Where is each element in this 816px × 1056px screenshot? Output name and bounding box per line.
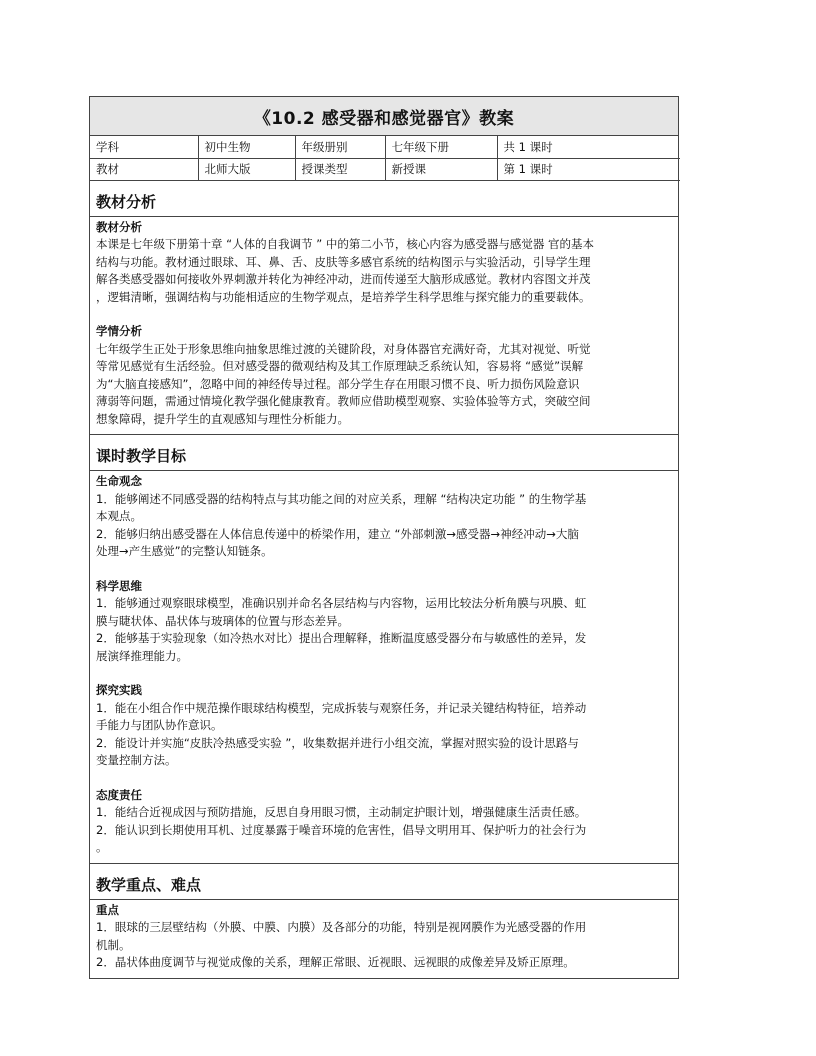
text-line: 想象障碍，提升学生的直观感知与理性分析能力。 (96, 411, 349, 426)
sections-container (90, 186, 678, 978)
block-subheading: 重点 (96, 902, 119, 917)
meta-label-lesson-type: 授课类型 (295, 158, 385, 180)
lesson-plan-document (89, 96, 679, 979)
block-subheading: 探究实践 (96, 683, 142, 697)
block-subheading: 教材分析 (96, 219, 142, 234)
text-line: 薄弱等问题，需通过情境化教学强化健康教育。教师应借助模型观察、实验体验等方式，突破空间 (96, 394, 591, 408)
text-line: 2．能够基于实验现象（如冷热水对比）提出合理解释，推断温度感受器分布与敏感性的差异，发 (96, 631, 587, 645)
section (90, 869, 678, 978)
section (90, 440, 678, 864)
section-heading: 课时教学目标 (90, 440, 678, 471)
text-line: 1．能够阐述不同感受器的结构特点与其功能之间的对应关系，理解 “结构决定功能 ” 的生物学基 (96, 491, 587, 506)
meta-label-subject: 学科 (90, 136, 198, 158)
text-line: 2．能认识到长期使用耳机、过度暴露于噪音环境的危害性，倡导文明用耳、保护听力的社会行为 (96, 822, 587, 837)
block-subheading: 态度责任 (96, 787, 142, 802)
block-subheading: 生命观念 (96, 474, 142, 488)
text-line: 本观点。 (96, 509, 142, 523)
meta-current-period: 第 1 课时 (497, 158, 680, 180)
block-spacer (96, 665, 672, 682)
section-body (90, 900, 678, 978)
text-line: ，逻辑清晰，强调结构与功能相适应的生物学观点，是培养学生科学思维与探究能力的重要载体。 (96, 289, 591, 304)
text-line: 为“大脑直接感知”，忽略中间的神经传导过程。部分学生存在用眼习惯不良、听力损伤风险意识 (96, 376, 580, 391)
text-line: 展演绎推理能力。 (96, 648, 188, 663)
section-heading: 教材分析 (90, 186, 678, 217)
text-line: 2．晶状体曲度调节与视觉成像的关系，理解正常眼、近视眼、远视眼的成像差异及矫正原理。 (96, 955, 575, 969)
document-title: 《10.2 感受器和感觉器官》教案 (90, 97, 678, 136)
text-line: 1．眼球的三层壁结构（外膜、中膜、内膜）及各部分的功能，特别是视网膜作为光感受器的作用 (96, 920, 587, 934)
block-spacer (96, 306, 672, 323)
text-line: 1．能结合近视成因与预防措施，反思自身用眼习惯，主动制定护眼计划，增强健康生活责任感。 (96, 805, 587, 819)
section-body (90, 217, 678, 435)
text-line: 处理→产生感觉”的完整认知链条。 (96, 544, 273, 558)
meta-value-textbook: 北师大版 (198, 158, 295, 180)
section-heading: 教学重点、难点 (90, 869, 678, 900)
meta-total-periods: 共 1 课时 (497, 136, 680, 158)
text-line: 七年级学生正处于形象思维向抽象思维过渡的关键阶段，对身体器官充满好奇，尤其对视觉、听觉 (96, 341, 591, 356)
meta-value-subject: 初中生物 (198, 136, 295, 158)
block-spacer (96, 561, 672, 578)
section (90, 186, 678, 436)
text-line: 手能力与团队协作意识。 (96, 718, 223, 732)
text-line: 。 (96, 840, 108, 854)
block-spacer (96, 770, 672, 787)
text-line: 1．能在小组合作中规范操作眼球结构模型，完成拆装与观察任务，并记录关键结构特征，培养动 (96, 700, 587, 715)
meta-label-grade: 年级册别 (295, 136, 385, 158)
text-line: 解各类感受器如何接收外界刺激并转化为神经冲动，进而传递至大脑形成感觉。教材内容图文并茂 (96, 272, 591, 286)
text-line: 1．能够通过观察眼球模型，准确识别并命名各层结构与内容物，运用比较法分析角膜与巩膜、虹 (96, 596, 587, 610)
section-body (90, 471, 678, 863)
meta-row (90, 136, 680, 158)
text-line: 等常见感觉有生活经验。但对感受器的微观结构及其工作原理缺乏系统认知，容易将 “感觉”误解 (96, 359, 584, 373)
block-subheading: 学情分析 (96, 324, 142, 338)
meta-table (90, 136, 680, 181)
text-line: 2．能够归纳出感受器在人体信息传递中的桥梁作用，建立 “外部刺激→感受器→神经冲动→大脑 (96, 526, 579, 541)
text-line: 2．能设计并实施“皮肤冷热感受实验 ”，收集数据并进行小组交流，掌握对照实验的设计思路与 (96, 735, 579, 750)
meta-row (90, 158, 680, 180)
meta-value-lesson-type: 新授课 (385, 158, 497, 180)
meta-value-grade: 七年级下册 (385, 136, 497, 158)
text-line: 结构与功能。教材通过眼球、耳、鼻、舌、皮肤等多感官系统的结构图示与实验活动，引导学生理 (96, 254, 591, 269)
block-subheading: 科学思维 (96, 578, 142, 593)
text-line: 变量控制方法。 (96, 753, 177, 767)
text-line: 机制。 (96, 937, 131, 952)
text-line: 本课是七年级下册第十章 “人体的自我调节 ” 中的第二小节，核心内容为感受器与感觉器 官的基本 (96, 237, 595, 251)
text-line: 膜与睫状体、晶状体与玻璃体的位置与形态差异。 (96, 613, 349, 628)
meta-label-textbook: 教材 (90, 158, 198, 180)
